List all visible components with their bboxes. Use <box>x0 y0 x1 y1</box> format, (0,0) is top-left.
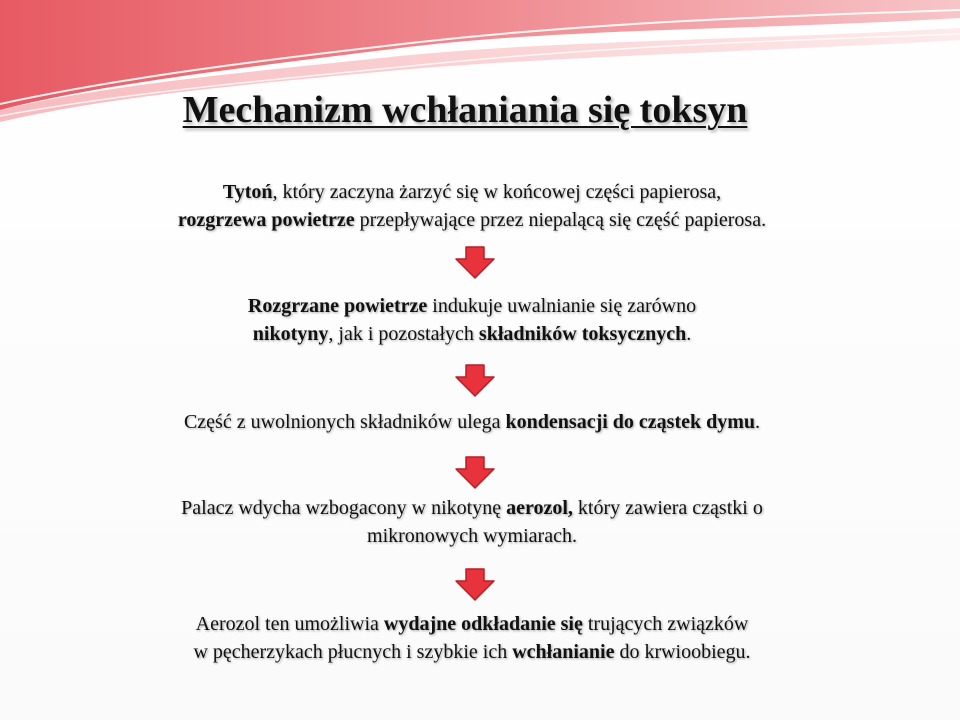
text-run: Aerozol ten umożliwia <box>195 613 384 635</box>
step-text-3 <box>0 408 944 436</box>
text-run: mikronowych wymiarach. <box>367 525 577 547</box>
text-run: Część z uwolnionych składników ulega <box>183 411 506 433</box>
step-text-1 <box>0 178 944 234</box>
step-text-5 <box>0 610 944 666</box>
step-text-2 <box>0 292 944 348</box>
bold-text-run: aerozol, <box>506 497 573 519</box>
down-arrow-icon <box>454 246 496 280</box>
bold-text-run: wydajne odkładanie się <box>383 613 583 635</box>
text-run: , który zaczyna żarzyć się w końcowej części papierosa, <box>272 181 722 203</box>
down-arrow-icon <box>454 456 496 490</box>
text-run: do krwioobiegu. <box>614 641 751 663</box>
text-line <box>0 320 944 348</box>
text-run: który zawiera cząstki o <box>572 497 763 519</box>
bold-text-run: rozgrzewa powietrze <box>177 209 355 231</box>
text-run: Palacz wdycha wzbogacony w nikotynę <box>181 497 507 519</box>
bold-text-run: nikotyny <box>252 323 329 345</box>
down-arrow-icon <box>454 364 496 398</box>
text-line <box>0 522 944 550</box>
text-run: indukuje uwalnianie się zarówno <box>427 295 697 317</box>
text-line <box>0 610 944 638</box>
bold-text-run: wchłanianie <box>512 641 615 663</box>
text-line <box>0 292 944 320</box>
text-line <box>0 638 944 666</box>
text-line <box>0 206 944 234</box>
slide-title: Mechanizm wchłaniania się toksyn <box>182 89 748 131</box>
bold-text-run: kondensacji do cząstek dymu <box>505 411 756 433</box>
text-run: w pęcherzykach płucnych i szybkie ich <box>193 641 513 663</box>
text-run: , jak i pozostałych <box>328 323 479 345</box>
bold-text-run: Tytoń <box>222 181 273 203</box>
text-line <box>0 408 944 436</box>
text-run: . <box>755 411 761 433</box>
text-run: przepływające przez niepalącą się część papierosa. <box>354 209 767 231</box>
text-line <box>0 178 944 206</box>
bold-text-run: składników toksycznych <box>478 323 687 345</box>
text-run: trujących związków <box>582 613 749 635</box>
text-line <box>0 494 944 522</box>
bold-text-run: Rozgrzane powietrze <box>247 295 428 317</box>
down-arrow-icon <box>454 568 496 602</box>
text-run: . <box>686 323 692 345</box>
step-text-4 <box>0 494 944 550</box>
